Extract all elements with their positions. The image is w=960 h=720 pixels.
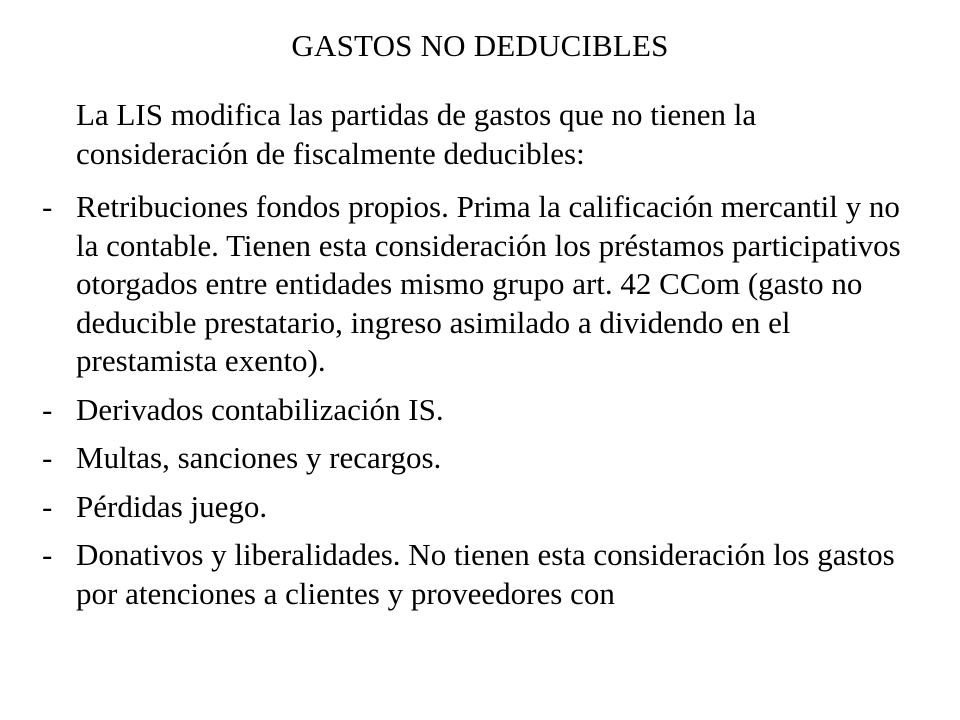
list-item <box>42 391 922 430</box>
list-item <box>42 439 922 478</box>
list-item <box>42 488 922 527</box>
list-item-text: Multas, sanciones y recargos. <box>76 440 442 475</box>
list-item <box>42 536 922 613</box>
list-item <box>42 188 922 381</box>
bullet-dash: - <box>42 189 53 224</box>
list-item-text: Retribuciones fondos propios. Prima la calificación mercantil y no la contable. Tienen esta consideración los préstamos participativos otorgados entre entidades mismo grupo art. 42 CCom (gasto no deducible prestatario, ingreso asimilado a dividendo en el prestamista exento). <box>76 189 901 378</box>
bullet-dash: - <box>42 391 53 427</box>
list-item-text: Derivados contabilización IS. <box>76 391 444 427</box>
bullet-dash: - <box>42 440 53 475</box>
list-item-text: Donativos y liberalidades. No tienen esta consideración los gastos por atenciones a clientes y proveedores con <box>76 537 895 611</box>
list-item-text: Pérdidas juego. <box>76 488 268 524</box>
slide-title: GASTOS NO DEDUCIBLES <box>291 28 669 63</box>
slide-body <box>42 96 922 623</box>
bullet-dash: - <box>42 488 53 524</box>
intro-paragraph: La LIS modifica las partidas de gastos que no tienen la consideración de fiscalmente deducibles: <box>76 97 757 171</box>
bullet-dash: - <box>42 537 53 572</box>
